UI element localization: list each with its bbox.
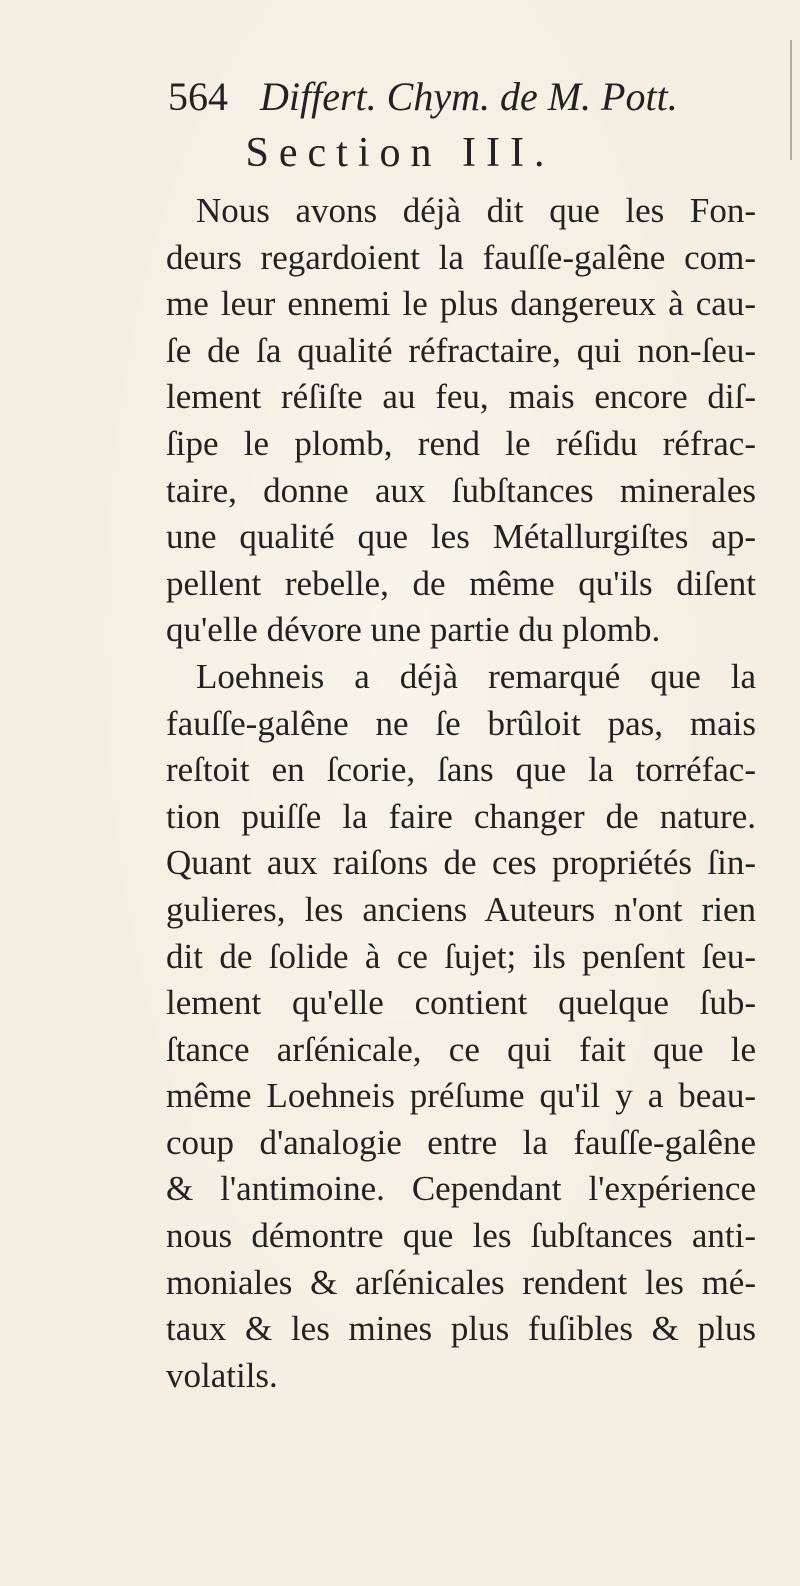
text-line: reſtoit en ſcorie, ſans que la torréfac- <box>166 750 756 790</box>
text-line: coup d'analogie entre la fauſſe-galêne <box>166 1122 756 1162</box>
text-line: Nous avons déjà dit que les Fon- <box>196 191 756 230</box>
text-line: gulieres, les anciens Auteurs n'ont rien <box>166 889 756 929</box>
page-number: 564 <box>168 74 228 119</box>
text-line: & l'antimoine. Cependant l'expérience <box>166 1169 756 1209</box>
text-line: qu'elle dévore une partie du plomb. <box>166 610 661 650</box>
text-line: nous démontre que les ſubſtances anti- <box>166 1216 756 1256</box>
text-line: Quant aux raiſons de ces propriétés ſin- <box>166 843 756 883</box>
text-line: deurs regardoient la fauſſe-galêne com- <box>166 237 756 277</box>
text-line: taux & les mines plus fuſibles & plus <box>166 1309 756 1349</box>
text-line: une qualité que les Métallurgiſtes ap- <box>166 517 756 557</box>
text-line: me leur ennemi le plus dangereux à cau- <box>166 284 756 324</box>
body-text <box>166 188 756 1399</box>
text-line: tion puiſſe la faire changer de nature. <box>166 796 756 836</box>
text-line: moniales & arſénicales rendent les mé- <box>166 1262 756 1302</box>
text-line: même Loehneis préſume qu'il y a beau- <box>166 1076 756 1116</box>
running-title: Differt. Chym. de M. Pott. <box>260 74 678 119</box>
text-line: lement réſiſte au feu, mais encore diſ- <box>166 377 756 417</box>
text-line: fauſſe-galêne ne ſe brûloit pas, mais <box>166 703 756 743</box>
text-line: volatils. <box>166 1355 278 1395</box>
text-line: ſtance arſénicale, ce qui fait que le <box>166 1029 756 1069</box>
text-line: taire, donne aux ſubſtances minerales <box>166 470 756 510</box>
text-line: Loehneis a déjà remarqué que la <box>196 656 756 696</box>
running-head <box>168 72 728 122</box>
text-line: ſipe le plomb, rend le réſidu réfrac- <box>166 423 756 463</box>
text-line: lement qu'elle contient quelque ſub- <box>166 983 756 1023</box>
text-line: dit de ſolide à ce ſujet; ils penſent ſeu- <box>166 936 756 976</box>
text-line: ſe de ſa qualité réfractaire, qui non-ſeu- <box>166 330 756 370</box>
text-line: pellent rebelle, de même qu'ils diſent <box>166 563 756 603</box>
section-heading: Section III. <box>245 130 555 176</box>
page-edge-mark <box>790 40 792 160</box>
